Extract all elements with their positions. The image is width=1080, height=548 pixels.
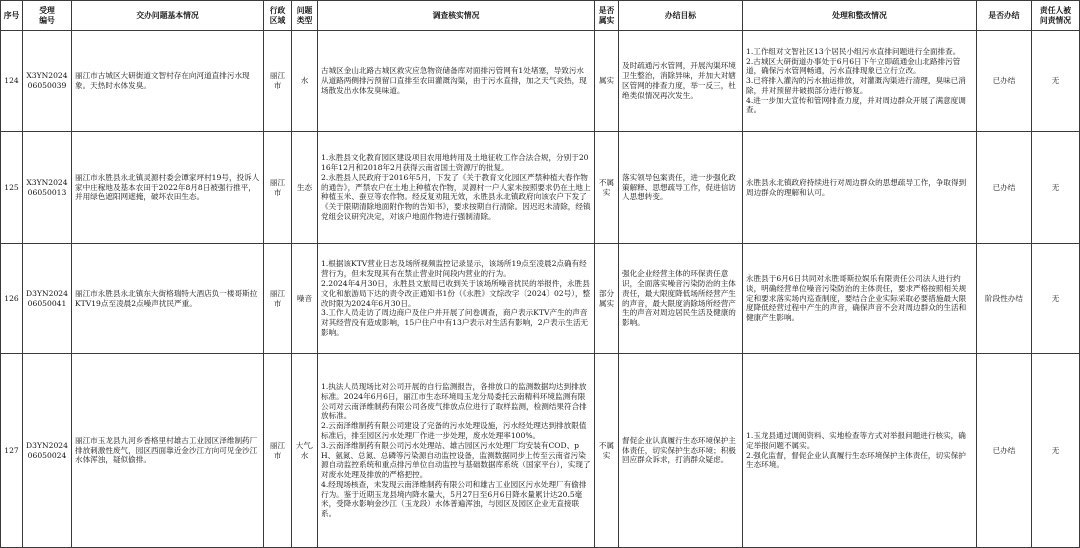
case-number: X3YN2024 06050039 xyxy=(23,31,71,131)
completion-goal: 强化企业经营主体的环保责任意识，全面落实噪音污染防治的主体责任，最大限度降低场所经营产生的声音，最大限度消除场所经营产生的声音对周边居民生活及健康的影响。 xyxy=(619,244,742,353)
investigation-findings: 1.永胜县文化教育园区建设项目农用地转用及土地征收工作合法合规，分别于2016年12月和2018年2月获得云南省国土资源厅的批复。 2.永胜县人民政府于2016年5月，下发了《关于教育文化园区严禁种植大春作物的通告》，严禁农户在土地上种植农作物，灵源村一户人家未按照要求仍在土地上种植玉米、蚕豆等农作物。经反复劝阻无效，永胜县永北镇政府向该农户下发了《关于限期清除地面附作物的告知书》，要求按期自行清除。因迟迟未清除，经镇党组会议研究决定，对该户地面作物进行强制清除。 xyxy=(318,132,594,243)
completion-status: 已办结 xyxy=(977,354,1031,547)
investigation-findings: 1.根据该KTV营业日志及场所视频监控记录显示，该场所19点至凌晨2点确有经营行为，但未发现其有在禁止营业时间段内营业的行为。 2.2024年4月30日，永胜县文旅局已收到关于该场所噪音扰民的举报件，永胜县文化和旅游局下达的责令改正通知书1份（《永胜》文综改字〔2024〕02号），整改时限为2024年6月30日。 3.工作人员走访了周边商户及住户并开展了问卷调查，商户表示KTV产生的声音对其经营没有造成影响，15户住户中有13户表示对生活有影响，2户表示生活无影响。 xyxy=(318,244,594,353)
header-investigation: 调查核实情况 xyxy=(318,1,594,30)
problem-description: 丽江市古城区大研街道文智村存在向河道直排污水现象。天热时水体发臭。 xyxy=(72,31,263,131)
handling-measures: 永胜县于6月6日共同对永胜哥斯拉娱乐有限责任公司法人进行约谈，明确经营单位噪音污染防治的主体责任，要求严格按照相关规定和要求落实场内巡查制度，要结合企业实际采取必要措施最大限度降低经营过程中产生的声音，确保声音不会对周边群众的生活和健康产生影响。 xyxy=(743,244,976,353)
row-seq: 127 xyxy=(1,354,22,547)
problem-type: 生态 xyxy=(292,132,317,243)
problem-type: 噪音 xyxy=(292,244,317,353)
completion-status: 已办结 xyxy=(977,132,1031,243)
verified-status: 不属实 xyxy=(595,354,618,547)
completion-status: 阶段性办结 xyxy=(977,244,1031,353)
accountability: 无 xyxy=(1032,31,1079,131)
verified-status: 属实 xyxy=(595,31,618,131)
case-number: D3YN2024 06050024 xyxy=(23,354,71,547)
header-type: 问题 类型 xyxy=(292,1,317,30)
accountability: 无 xyxy=(1032,354,1079,547)
verified-status: 部分属实 xyxy=(595,244,618,353)
completion-status: 已办结 xyxy=(977,31,1031,131)
case-number: D3YN2024 06050041 xyxy=(23,244,71,353)
header-problem: 交办问题基本情况 xyxy=(72,1,263,30)
handling-measures: 1.工作组对文智社区13个居民小组污水直排问题进行全面排查。 2.古城区大研街道办事处于6月6日下午立即疏通金山北路排污管道，确保污水管网畅通，污水直排现象已立行立改。 3.已将排入灌沟的污水抽运排放，对灌溉沟渠进行清理，臭味已消除，并对预留井破损部分进行修复。 4.进一步加大宣传和管网排查力度，并对周边群众开展了满意度调查。 xyxy=(743,31,976,131)
header-closed: 是否办结 xyxy=(977,1,1031,30)
region: 丽江市 xyxy=(264,132,291,243)
case-number: X3YN2024 06050013 xyxy=(23,132,71,243)
handling-measures: 永胜县永北镇政府持续进行对周边群众的思想疏导工作，争取得到周边群众的理解和认可。 xyxy=(743,132,976,243)
row-seq: 126 xyxy=(1,244,22,353)
problem-type: 大气,水 xyxy=(292,354,317,547)
header-handling: 处理和整改情况 xyxy=(743,1,976,30)
completion-goal: 督促企业认真履行生态环境保护主体责任，切实保护生态环境；积极回应群众诉求，打消群众疑虑。 xyxy=(619,354,742,547)
verified-status: 不属实 xyxy=(595,132,618,243)
problem-description: 丽江市永胜县永北镇灵源村委会谭家坪村19号，投诉人家中庄稼地及基本农田于2022年8月8日被强行推平，并用绿色遮阳网遮掩，破坏农田生态。 xyxy=(72,132,263,243)
completion-goal: 落实领导包案责任，进一步强化政策解释、思想疏导工作，促进信访人思想转变。 xyxy=(619,132,742,243)
header-goal: 办结目标 xyxy=(619,1,742,30)
region: 丽江市 xyxy=(264,31,291,131)
header-verified: 是否 属实 xyxy=(595,1,618,30)
header-seq: 序号 xyxy=(1,1,22,30)
accountability: 无 xyxy=(1032,244,1079,353)
header-case-no: 受理 编号 xyxy=(23,1,71,30)
region: 丽江市 xyxy=(264,244,291,353)
investigation-findings: 1.执法人员现场比对公司开展的自行监测报告，各排放口的监测数据均达到排放标准。2024年6月6日，丽江市生态环境局玉龙分局委托云南精科环境监测有限公司对云南泽维制药有限公司各废气排放点位进行了取样监测，检测结果符合排放标准。 2.云南泽维制药有限公司建设了完备的污水处理设施，污水经处理达到排放限值标准后，排至园区污水处理厂作进一步处理，废水处理率100%。 3.云南泽维制药有限公司污水处理站、雄古园区污水处理厂均安装有COD、pH、氨氮、总氮、总磷等污染源自动监控设备，监测数据同步上传至云南省污染源自动监控系统和重点排污单位自动监控与基础数据库系统（国家平台），实现了对废水处理及排放的严格把控。 4.经现场核查，未发现云南泽维制药有限公司和雄古工业园区污水处理厂有偷排行为。鉴于近期玉龙县境内降水量大，5月27日至6月6日降水量累计达20.5毫米，受降水影响金沙江（玉龙段）水体普遍浑浊，与园区及园区企业无直接联系。 xyxy=(318,354,594,547)
header-region: 行政 区域 xyxy=(264,1,291,30)
completion-goal: 及时疏通污水管网，开展沟渠环境卫生整治，消除异味，并加大对辖区管网的排查力度，举一反三，杜绝类似情况再次发生。 xyxy=(619,31,742,131)
problem-description: 丽江市永胜县永北镇东大街格瑞特大酒店负一楼哥斯拉KTV19点至凌晨2点噪声扰民严重。 xyxy=(72,244,263,353)
row-seq: 124 xyxy=(1,31,22,131)
problem-description: 丽江市玉龙县九河乡香格里村雄古工业园区泽维制药厂排放刺激性废气，园区西面靠近金沙江方向可见金沙江水体浑浊，疑似偷排。 xyxy=(72,354,263,547)
problem-type: 水 xyxy=(292,31,317,131)
handling-measures: 1.玉龙县通过调阅资料、实地检查等方式对举报问题进行核实，确定举报问题不属实。 2.强化监督，督促企业认真履行生态环境保护主体责任，切实保护生态环境。 xyxy=(743,354,976,547)
row-seq: 125 xyxy=(1,132,22,243)
accountability: 无 xyxy=(1032,132,1079,243)
header-accountability: 责任人被 问责情况 xyxy=(1032,1,1079,30)
region: 丽江市 xyxy=(264,354,291,547)
investigation-findings: 古城区金山北路古城区救灾应急物资储备库对面排污管网有1处堵塞，导致污水从道路两侧排污预留口直排至农田灌溉沟渠，由于污水直排，加之天气炎热，现场散发出水体发臭味道。 xyxy=(318,31,594,131)
